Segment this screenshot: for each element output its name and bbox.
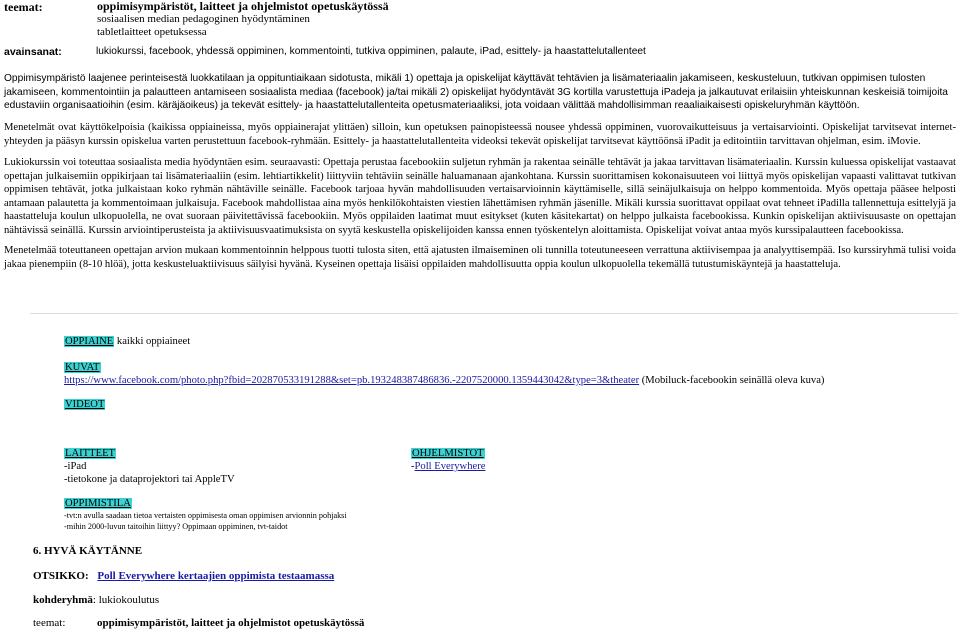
kuvat-note: (Mobiluck-facebookin seinällä oleva kuva)	[639, 375, 825, 386]
laitteet-item: -iPad	[64, 461, 87, 472]
kohderyhma-row	[33, 594, 159, 606]
paragraph-4: Menetelmää toteuttaneen opettajan arvion mukaan kommentoinnin helppous tuotti tulosta siten, että ajatusten ilmaiseminen oli tunnilla toteutuneeseen verrattuna aktiivisempaa ja analyyttisempää. Iso kurssiryhmä tulisi voida jakaa pienempiin (8-10 hlöä), jotta keskusteluaktiivisuus säilyisi hyvänä. Kyseinen opettaja lisäisi oppilaiden mahdollisuutta oppia koulun ulkopuolella tekemällä tutustumiskäyntejä ja haastatteluja.	[4, 245, 956, 270]
section-heading: 6. HYVÄ KÄYTÄNNE	[33, 545, 143, 557]
teemat-bottom-value: oppimisympäristöt, laitteet ja ohjelmistot opetuskäytössä	[97, 617, 365, 629]
teemat-value-2: sosiaalisen median pedagoginen hyödyntäminen	[97, 13, 310, 25]
oppimistila-item: -mihin 2000-luvun taitoihin liittyy? Oppimaan oppiminen, tvt-taidot	[64, 522, 288, 531]
paragraph-2: Menetelmät ovat käyttökelpoisia (kaikissa oppiaineissa, myös oppiainerajat ylittäen) silloin, kun opetuksen painopisteessä nousee yhdessä oppiminen, vuorovaikutteisuus ja vertaisarviointi. Opiskelijat tarvitsevat internet-yhteyden ja pääsyn kurssin opiskelua varten perustettuun facebook-ryhmään. Esittely- ja haastattelutallenteita videoksi tekevät opiskelijat tarvitsevat käyttöönsä iPadit ja editointiin tarvittavan ohjelman, esim. iMovie.	[4, 122, 956, 147]
laitteet-label: LAITTEET	[65, 448, 116, 459]
avainsanat-label: avainsanat:	[4, 46, 62, 58]
ohjelmistot-label: OHJELMISTOT	[412, 448, 484, 459]
otsikko-label: OTSIKKO:	[33, 570, 89, 582]
videot-label: VIDEOT	[65, 399, 105, 410]
oppiaine-row	[64, 335, 190, 348]
teemat-value-1: oppimisympäristöt, laitteet ja ohjelmistot opetuskäytössä	[97, 0, 389, 13]
kuvat-label-row	[64, 361, 101, 374]
laitteet-item: -tietokone ja dataprojektori tai AppleTV	[64, 474, 235, 485]
oppimistila-label: OPPIMISTILA	[65, 498, 131, 509]
paragraph-1: Oppimisympäristö laajenee perinteisestä luokkatilaan ja oppituntiaikaan sidotusta, mikäli 1) opettaja ja opiskelijat käyttävät tehtävien ja lisämateriaalin jakamiseen, keskusteluun, tutkivan oppimisen tulosten jakamiseen, kommentointiin ja palautteen antamiseen sosiaalista mediaa (facebook) ja/tai mikäli 2) opiskelijat hyödyntävät 3G kortilla varustettuja iPadeja ja jalkautuvat erilaisiin yhteiskunnan keskeisiä toimijoita edustaviin organisaatioihin (esim. käräjäoikeus) ja tekevät esittely- ja haastattelutallenteita opetusmateriaaliksi, jota voidaan välittää mahdollisimman reaaliaikaisesti opiskeluryhmän käyttöön.	[4, 73, 948, 112]
poll-everywhere-link[interactable]: Poll Everywhere	[414, 461, 486, 472]
kuvat-link-row	[64, 374, 824, 387]
ohjelmistot-prefix: -	[411, 461, 415, 472]
oppimistila-block	[64, 497, 347, 532]
ohjelmistot-block	[411, 447, 485, 473]
oppiaine-label: OPPIAINE	[65, 336, 114, 347]
kohderyhma-value: : lukiokoulutus	[92, 594, 160, 606]
teemat-bottom-label: teemat:	[33, 617, 66, 629]
otsikko-link[interactable]: Poll Everywhere kertaajien oppimista testaamassa	[97, 570, 335, 582]
teemat-values	[97, 0, 389, 39]
paragraph-3: Lukiokurssin voi toteuttaa sosiaalista media hyödyntäen esim. seuraavasti: Opettaja perustaa facebookiin suljetun ryhmän ja rakentaa seinälle tehtävät ja jakaa tarvittavan lisämateriaalin. Kurssin kuluessa opiskelijat vastaavat opettajan julkaisemiin oppikirjaan tai lisämateriaaliin (esim. lehtiartikkelit) liittyviin tehtäviin seinälle haluamanaan ajankohtana. Kurssin suorittamisen kokonaisuuteen voi liittyä myös opiskelijan vapaasti valittavat tutkivan oppimisen tehtävät, jotka julkaistaan koko ryhmän nähtäville seinälle. Facebook tarjoaa hyvän mahdollisuuden vertaisarvioinnin käyttämiselle, sillä seinäjulkaisuja on helppo kommentoida. Myös opettaja pääsee helposti antamaan palautetta ja kommentoimaan julkaisuja. Facebook mahdollistaa aina myös henkilökohtaisten viestien lähettämisen ryhmän jäsenille. Mikäli kurssia suorittavat oppilaat ovat tehneet iPadilla tallennettuja esittelyjä ja haastatteluja koulun ulkopuolella, ne ovat suoraan päivitettävissä facebookiin. Myös oppilaiden laatimat muut esitykset (kuten käsitekartat) on helppo julkaista facebookissa. Kunkin opiskelijan aktiivisuusaste on opettajan nähtävissä seinällä. Kurssin arviointiperusteista ja aktiivisuusvaatimuksista on syytä keskustella opiskelijoiden kanssa ennen työskentelyn aloittamista. Opiskelijat voivat antaa myös kurssipalautteen facebookissa.	[4, 157, 956, 236]
laitteet-block	[64, 447, 235, 486]
teemat-label: teemat:	[4, 0, 43, 14]
otsikko-row	[33, 570, 334, 582]
kuvat-label: KUVAT	[65, 362, 100, 373]
kohderyhma-label: kohderyhmä	[33, 594, 93, 606]
teemat-value-3: tabletlaitteet opetuksessa	[97, 26, 207, 38]
kuvat-link[interactable]: https://www.facebook.com/photo.php?fbid=202870533191288&set=pb.193248387486836.-2207520000.1359443042&type=3&theater	[64, 375, 640, 386]
avainsanat-value: lukiokurssi, facebook, yhdessä oppiminen, kommentointi, tutkiva oppiminen, palaute, iPad, esittely- ja haastattelutallenteet	[96, 46, 646, 57]
videot-row	[64, 398, 105, 411]
oppiaine-value: kaikki oppiaineet	[114, 336, 191, 347]
divider	[30, 313, 958, 314]
oppimistila-item: -tvt:n avulla saadaan tietoa vertaisten oppimisesta oman oppimisen arvionnin pohjaksi	[64, 511, 347, 520]
